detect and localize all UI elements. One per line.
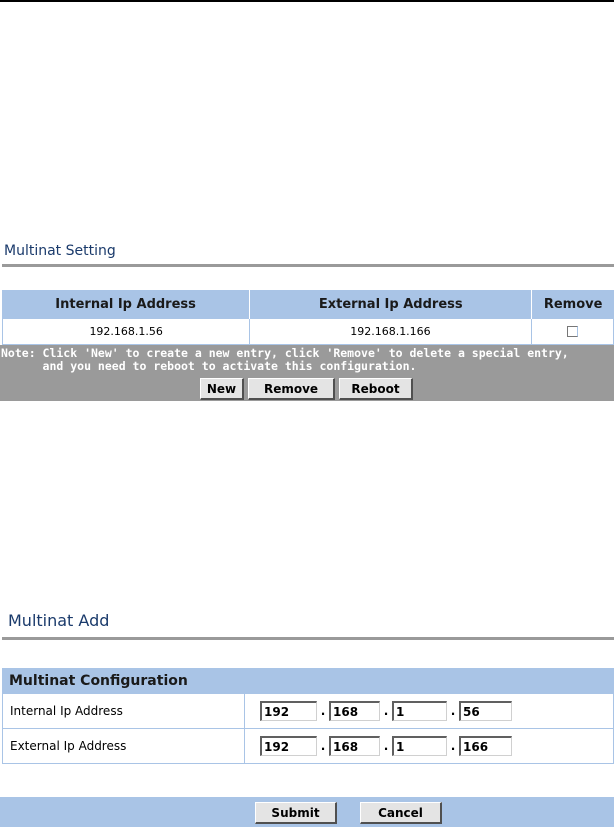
multinat-add-title: Multinat Add <box>8 611 110 630</box>
top-border <box>0 0 614 2</box>
internal-ip-octet-2[interactable]: 168 <box>329 701 380 721</box>
col-internal-ip: Internal Ip Address <box>2 290 250 319</box>
dot-separator: . <box>450 739 456 753</box>
cell-remove <box>532 319 613 344</box>
multinat-config-table <box>2 668 614 764</box>
col-remove: Remove <box>543 297 603 312</box>
table-row <box>2 319 614 345</box>
external-ip-row <box>2 729 614 764</box>
internal-ip-octet-3[interactable]: 1 <box>392 701 447 721</box>
dot-separator: . <box>383 704 389 718</box>
note-text: Note: Click 'New' to create a new entry, click 'Remove' to delete a special entry, and you need to reboot to activate this configuration. <box>1 346 569 373</box>
col-external-ip: External Ip Address <box>250 290 532 319</box>
section-divider <box>2 264 614 267</box>
cell-internal-ip: 192.168.1.56 <box>3 319 250 344</box>
dot-separator: . <box>320 704 326 718</box>
internal-ip-octet-4[interactable]: 56 <box>459 701 512 721</box>
internal-ip-row <box>2 694 614 729</box>
reboot-button[interactable]: Reboot <box>339 378 413 400</box>
external-ip-label: External Ip Address <box>3 729 245 763</box>
dot-separator: . <box>383 739 389 753</box>
internal-ip-octet-1[interactable]: 192 <box>260 701 317 721</box>
external-ip-octet-4[interactable]: 166 <box>459 736 512 756</box>
submit-button[interactable]: Submit <box>255 802 337 824</box>
cancel-button[interactable]: Cancel <box>360 802 442 824</box>
dot-separator: . <box>320 739 326 753</box>
multinat-setting-title: Multinat Setting <box>4 243 116 259</box>
remove-button[interactable]: Remove <box>248 378 335 400</box>
cell-external-ip: 192.168.1.166 <box>250 319 531 344</box>
multinat-table <box>2 290 614 345</box>
external-ip-octet-2[interactable]: 168 <box>329 736 380 756</box>
external-ip-octet-1[interactable]: 192 <box>260 736 317 756</box>
new-button[interactable]: New <box>200 378 244 400</box>
remove-checkbox[interactable] <box>567 326 578 337</box>
dot-separator: . <box>450 704 456 718</box>
config-caption: Multinat Configuration <box>2 668 614 694</box>
internal-ip-label: Internal Ip Address <box>3 694 245 728</box>
section-divider <box>2 637 614 640</box>
table-header <box>2 290 614 319</box>
external-ip-octet-3[interactable]: 1 <box>392 736 447 756</box>
